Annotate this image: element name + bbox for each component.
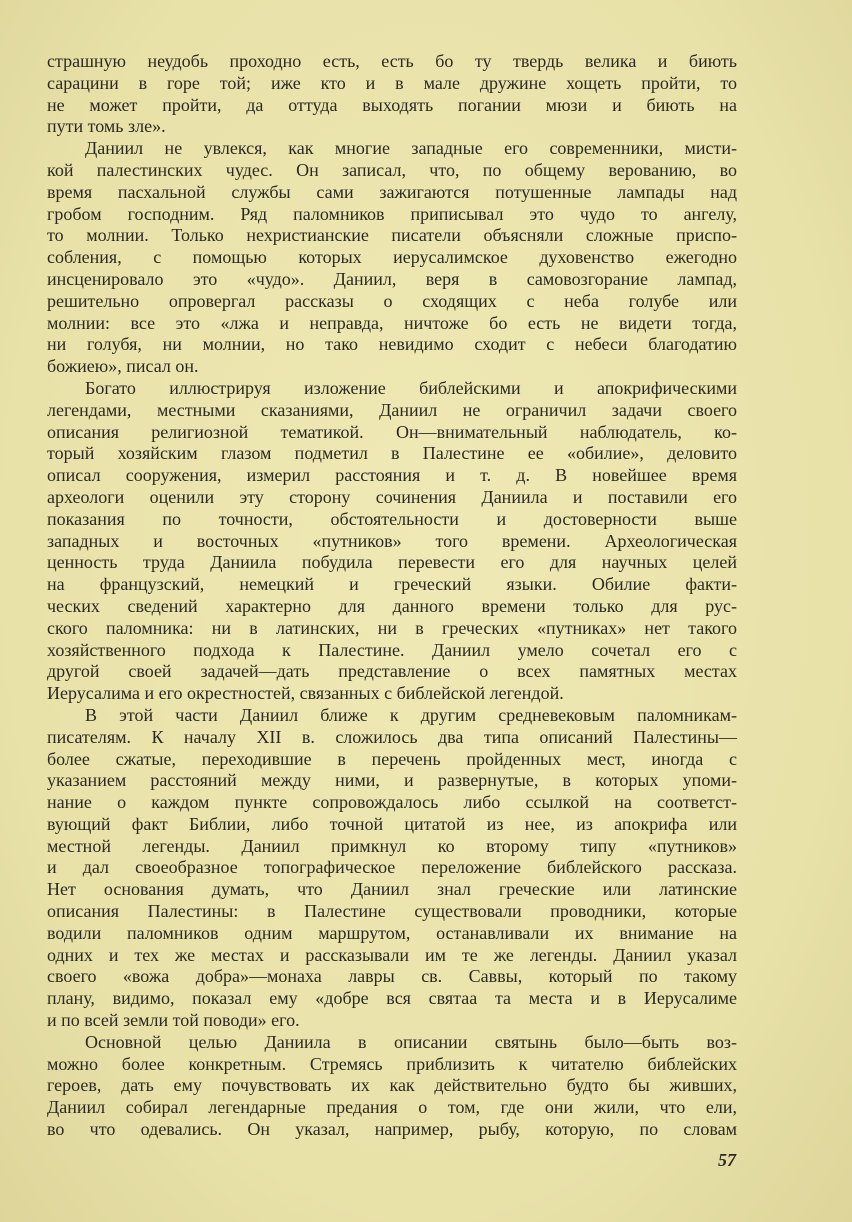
text-line: указанием расстояний между ними, и развернутые, в которых упоми- [47,770,737,791]
text-line: показания по точности, обстоятельности и достоверности выше [47,508,737,529]
text-line: другой своей задачей—дать представление о всех памятных местах [47,661,737,682]
paragraph [47,378,737,705]
text-line: и по всей земли той поводи» его. [47,1010,300,1031]
text-line: водили паломников одним маршрутом, останавливали их внимание на [47,922,737,943]
page-body [47,51,737,1141]
text-line: время пасхальной службы сами зажигаются потушенные лампады над [47,181,737,202]
text-line: описания Палестины: в Палестине существовали проводники, которые [47,901,737,922]
text-line: пути томь зле». [47,116,166,137]
text-line: сарацини в горе той; иже кто и в мале дружине хощеть пройти, то [47,72,737,93]
text-line: ческих сведений характерно для данного времени только для рус- [47,595,737,616]
text-line: гробом господним. Ряд паломников приписывал это чудо то ангелу, [47,203,737,224]
text-line: не может пройти, да оттуда выходять погании мюзи и биють на [47,94,737,115]
text-line: то молнии. Только нехристианские писатели объясняли сложные приспо- [47,225,737,246]
text-line: описал сооружения, измерил расстояния и т. д. В новейшее время [47,465,737,486]
text-line: Богато иллюстрируя изложение библейскими и апокрифическими [85,377,737,398]
text-line: молнии: все это «лжа и неправда, ничтоже бо есть не видети тогда, [47,312,737,333]
text-line: Иерусалима и его окрестностей, связанных с библейской легендой. [47,683,564,704]
text-line: своего «вожа добра»—монаха лавры св. Саввы, который по такому [47,966,737,987]
text-line: Даниил собирал легендарные предания о том, где они жили, что ели, [47,1097,737,1118]
text-line: божиею», писал он. [47,356,199,377]
text-line: вующий факт Библии, либо точной цитатой из нее, из апокрифа или [47,813,737,834]
text-line: инсценировало это «чудо». Даниил, веря в самовозгорание лампад, [47,268,737,289]
paragraph [47,138,737,378]
text-line: писателям. К началу XII в. сложилось два типа описаний Палестины— [47,726,737,747]
text-line: западных и восточных «путников» того времени. Археологическая [47,530,737,551]
text-line: ни голубя, ни молнии, но тако невидимо сходит с небеси благодатию [47,334,737,355]
text-line: Основной целью Даниила в описании святынь было—быть воз- [85,1031,737,1052]
text-line: кой палестинских чудес. Он записал, что, по общему верованию, во [47,159,737,180]
text-line: одних и тех же местах и рассказывали им те же легенды. Даниил указал [47,944,737,965]
text-line: собления, с помощью которых иерусалимское духовенство ежегодно [47,247,737,268]
text-line: ского паломника: ни в латинских, ни в греческих «путниках» нет такого [47,617,737,638]
text-line: торый хозяйским глазом подметил в Палестине ее «обилие», деловито [47,443,737,464]
text-line: можно более конкретным. Стремясь приблизить к читателю библейских [47,1053,737,1074]
text-line: В этой части Даниил ближе к другим средневековым паломникам- [85,704,737,725]
text-line: Нет основания думать, что Даниил знал греческие или латинские [47,879,737,900]
text-line: Даниил не увлекся, как многие западные его современники, мисти- [85,138,737,159]
text-line: на французский, немецкий и греческий языки. Обилие факти- [47,574,737,595]
paragraph [47,1032,737,1141]
text-line: плану, видимо, показал ему «добре вся святаа та места и в Иерусалиме [47,988,737,1009]
text-line: местной легенды. Даниил примкнул ко второму типу «путников» [47,835,737,856]
page-number: 57 [718,1150,736,1170]
text-line: археологи оценили эту сторону сочинения Даниила и поставили его [47,486,737,507]
text-line: более сжатые, переходившие в перечень пройденных мест, иногда с [47,748,737,769]
text-line: нание о каждом пункте сопровождалось либо ссылкой на соответст- [47,792,737,813]
text-line: ценность труда Даниила побудила перевести его для научных целей [47,552,737,573]
text-line: хозяйственного подхода к Палестине. Даниил умело сочетал его с [47,639,737,660]
text-line: решительно опровергал рассказы о сходящих с неба голубе или [47,290,737,311]
text-line: легендами, местными сказаниями, Даниил не ограничил задачи своего [47,399,737,420]
text-line: и дал своеобразное топографическое переложение библейского рассказа. [47,857,737,878]
text-line: страшную неудобь проходно есть, есть бо ту твердь велика и биють [47,51,737,71]
paragraph [47,705,737,1032]
text-line: во что одевались. Он указал, например, рыбу, которую, по словам [47,1119,737,1140]
text-line: героев, дать ему почувствовать их как действительно будто бы живших, [47,1075,737,1096]
text-line: описания религиозной тематикой. Он—внимательный наблюдатель, ко- [47,421,737,442]
paragraph [47,51,737,138]
